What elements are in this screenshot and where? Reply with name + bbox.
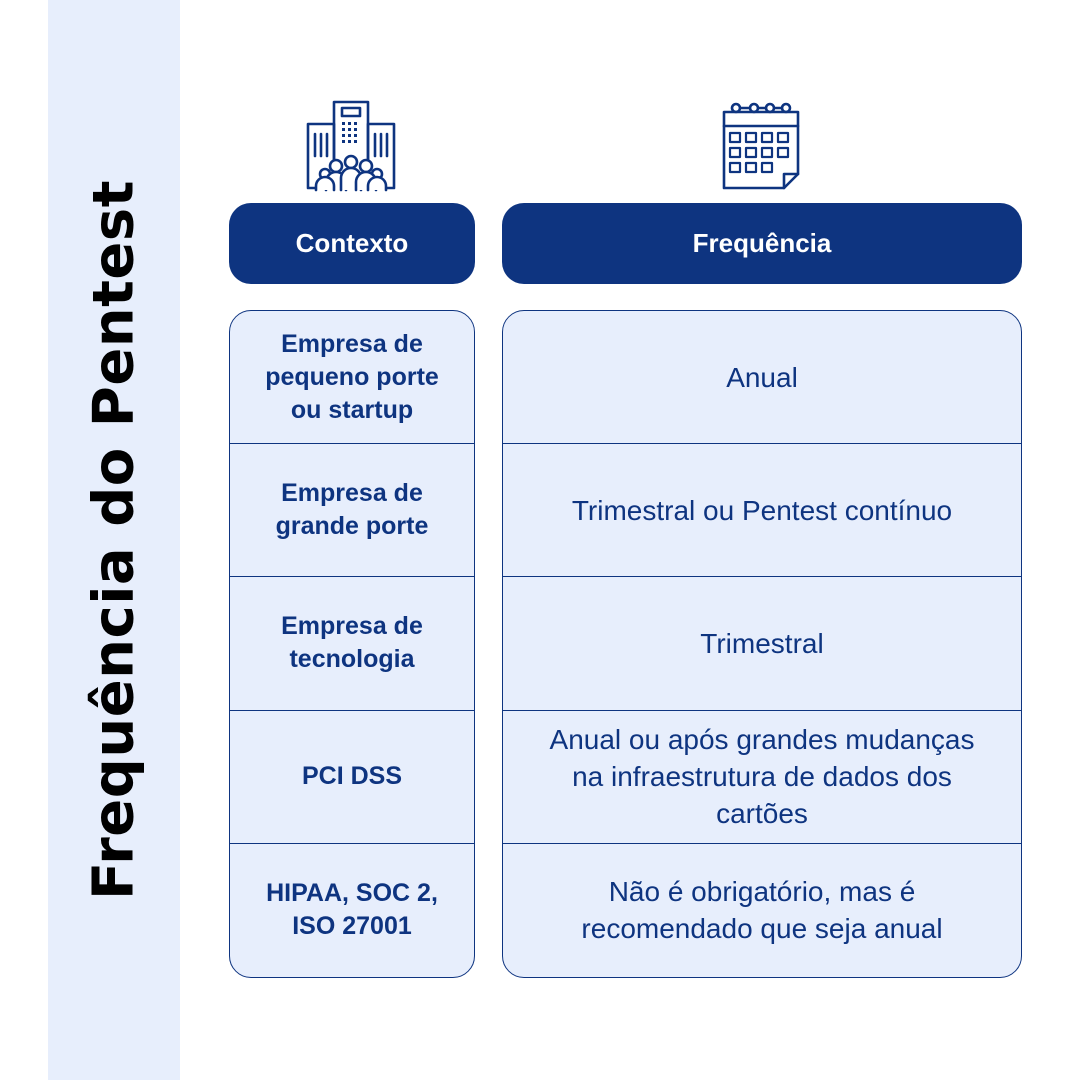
frequency-text: Anual [726,361,798,393]
context-cell [230,844,474,977]
frequency-text: Anual ou após grandes mudanças na infraestrutura de dados dos cartões [549,724,975,830]
frequency-cell [503,577,1021,710]
page-title: Frequência do Pentest [81,179,147,901]
frequency-cell [503,844,1021,977]
building-crowd-icon [304,100,398,192]
context-text: Empresa de grande porte [275,479,429,541]
context-cell [230,577,474,710]
calendar-icon [718,100,804,192]
context-cell [230,711,474,844]
frequency-text: Trimestral ou Pentest contínuo [571,494,953,526]
context-text: HIPAA, SOC 2, ISO 27001 [266,879,438,941]
frequency-cell [503,444,1021,577]
header-contexto: Contexto [229,203,475,284]
frequency-text: Não é obrigatório, mas é recomendado que seja anual [581,876,943,945]
frequency-cell [503,311,1021,444]
context-cell [230,444,474,577]
frequency-cell [503,711,1021,844]
context-text: Empresa de tecnologia [281,612,423,674]
frequency-column [502,310,1022,978]
context-column [229,310,475,978]
context-text: PCI DSS [301,762,403,791]
header-frequencia: Frequência [502,203,1022,284]
frequency-text: Trimestral [700,627,824,659]
context-cell [230,311,474,444]
context-text: Empresa de pequeno porte ou startup [265,329,439,424]
